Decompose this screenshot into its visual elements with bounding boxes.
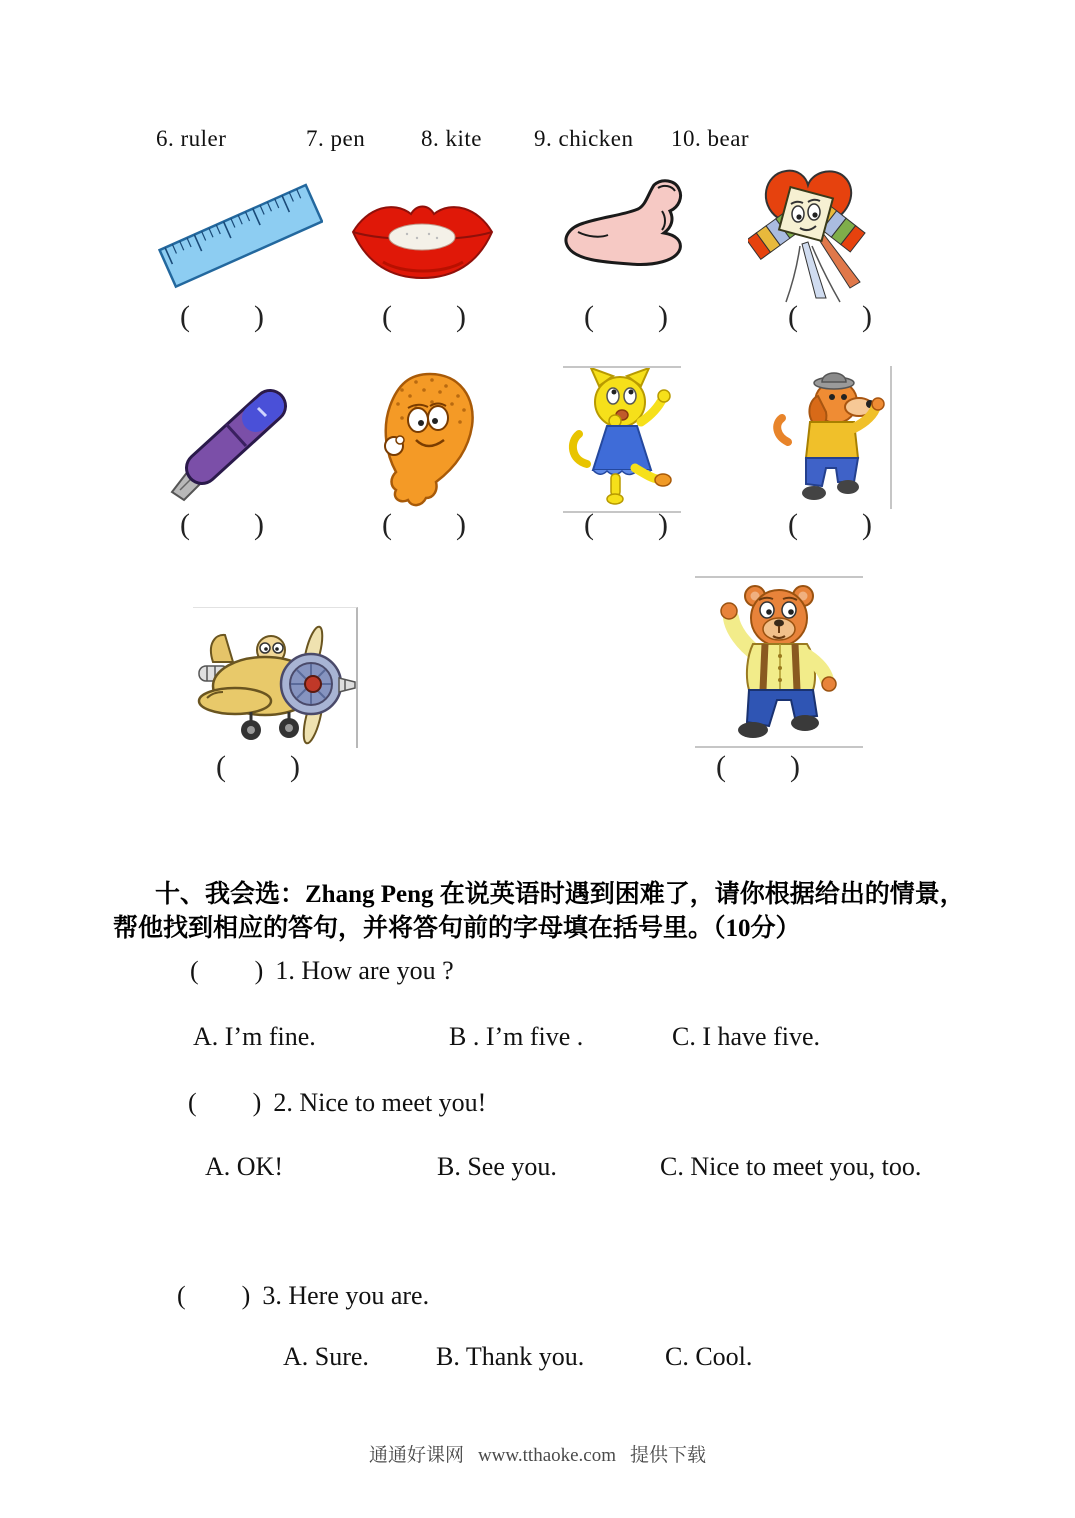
- footer-note: 提供下载: [630, 1445, 707, 1466]
- paren-open-glyph: (: [188, 1088, 197, 1117]
- question-3-prompt: 3. Here you are.: [262, 1281, 430, 1310]
- paren-close-glyph: ): [862, 508, 872, 541]
- word-item-bear: 10. bear: [671, 126, 750, 151]
- answer-blank: [382, 300, 466, 334]
- paren-open-glyph: (: [382, 300, 392, 333]
- paren-open-glyph: (: [788, 508, 798, 541]
- answer-blank: [584, 508, 668, 542]
- question-1-prompt: 1. How are you ?: [275, 956, 454, 985]
- answer-blank: [180, 508, 264, 542]
- paren-close-glyph: ): [456, 508, 466, 541]
- question-2-option-c: C. Nice to meet you, too.: [660, 1152, 922, 1181]
- paren-close-glyph: ): [290, 750, 300, 783]
- question-1-option-a: A. I’m fine.: [193, 1022, 316, 1051]
- answer-blank: [382, 508, 466, 542]
- section-heading-line1: 十、我会选：Zhang Peng 在说英语时遇到困难了，请你根据给出的情景，: [155, 881, 965, 908]
- ruler-image: [158, 172, 323, 292]
- arm-image: [558, 175, 698, 275]
- question-1: [190, 956, 454, 986]
- airplane-image: [193, 607, 358, 748]
- word-item-pen: 7. pen: [306, 126, 366, 151]
- question-2-option-a: A. OK!: [205, 1152, 283, 1181]
- answer-blank: [716, 750, 800, 784]
- page-footer: [0, 1440, 1075, 1467]
- lips-image: [345, 182, 500, 290]
- paren-open-glyph: (: [788, 300, 798, 333]
- question-3-option-c: C. Cool.: [665, 1342, 753, 1371]
- paren-open-glyph: (: [716, 750, 726, 783]
- question-2-option-b: B. See you.: [437, 1152, 557, 1181]
- paren-close-glyph: ): [658, 508, 668, 541]
- question-3: [177, 1281, 429, 1311]
- paren-open-glyph: (: [190, 956, 199, 985]
- paren-close-glyph: ): [790, 750, 800, 783]
- question-2: [188, 1088, 486, 1118]
- dog-image: [762, 366, 892, 509]
- paren-close-glyph: ): [254, 956, 264, 985]
- paren-close-glyph: ): [241, 1281, 251, 1310]
- paren-close-glyph: ): [456, 300, 466, 333]
- word-item-ruler: 6. ruler: [156, 126, 227, 151]
- question-1-option-b: B . I’m five .: [449, 1022, 584, 1051]
- answer-blank: [584, 300, 668, 334]
- word-item-chicken: 9. chicken: [534, 126, 634, 151]
- footer-site-url: www.tthaoke.com: [477, 1445, 617, 1466]
- paren-open-glyph: (: [584, 300, 594, 333]
- paren-close-glyph: ): [254, 508, 264, 541]
- answer-blank: [788, 508, 872, 542]
- question-1-option-c: C. I have five.: [672, 1022, 821, 1051]
- paren-open-glyph: (: [180, 300, 190, 333]
- bear-image: [695, 576, 863, 748]
- word-item-kite: 8. kite: [421, 126, 482, 151]
- paren-close-glyph: ): [254, 300, 264, 333]
- question-3-option-a: A. Sure.: [283, 1342, 369, 1371]
- answer-blank: [180, 300, 264, 334]
- cat-image: [563, 366, 681, 513]
- paren-close-glyph: ): [862, 300, 872, 333]
- paren-open-glyph: (: [180, 508, 190, 541]
- section-heading-line2: 帮他找到相应的答句，并将答句前的字母填在括号里。（10分）: [113, 915, 801, 942]
- answer-blank: [216, 750, 300, 784]
- pen-image: [162, 378, 302, 506]
- answer-blank: [788, 300, 872, 334]
- question-2-prompt: 2. Nice to meet you!: [273, 1088, 487, 1117]
- chicken-drumstick-image: [372, 368, 484, 513]
- paren-open-glyph: (: [177, 1281, 186, 1310]
- paren-close-glyph: ): [658, 300, 668, 333]
- paren-close-glyph: ): [252, 1088, 262, 1117]
- kite-image: [748, 162, 866, 307]
- question-3-option-b: B. Thank you.: [436, 1342, 585, 1371]
- paren-open-glyph: (: [584, 508, 594, 541]
- paren-open-glyph: (: [216, 750, 226, 783]
- footer-site-name: 通通好课网: [368, 1445, 464, 1466]
- paren-open-glyph: (: [382, 508, 392, 541]
